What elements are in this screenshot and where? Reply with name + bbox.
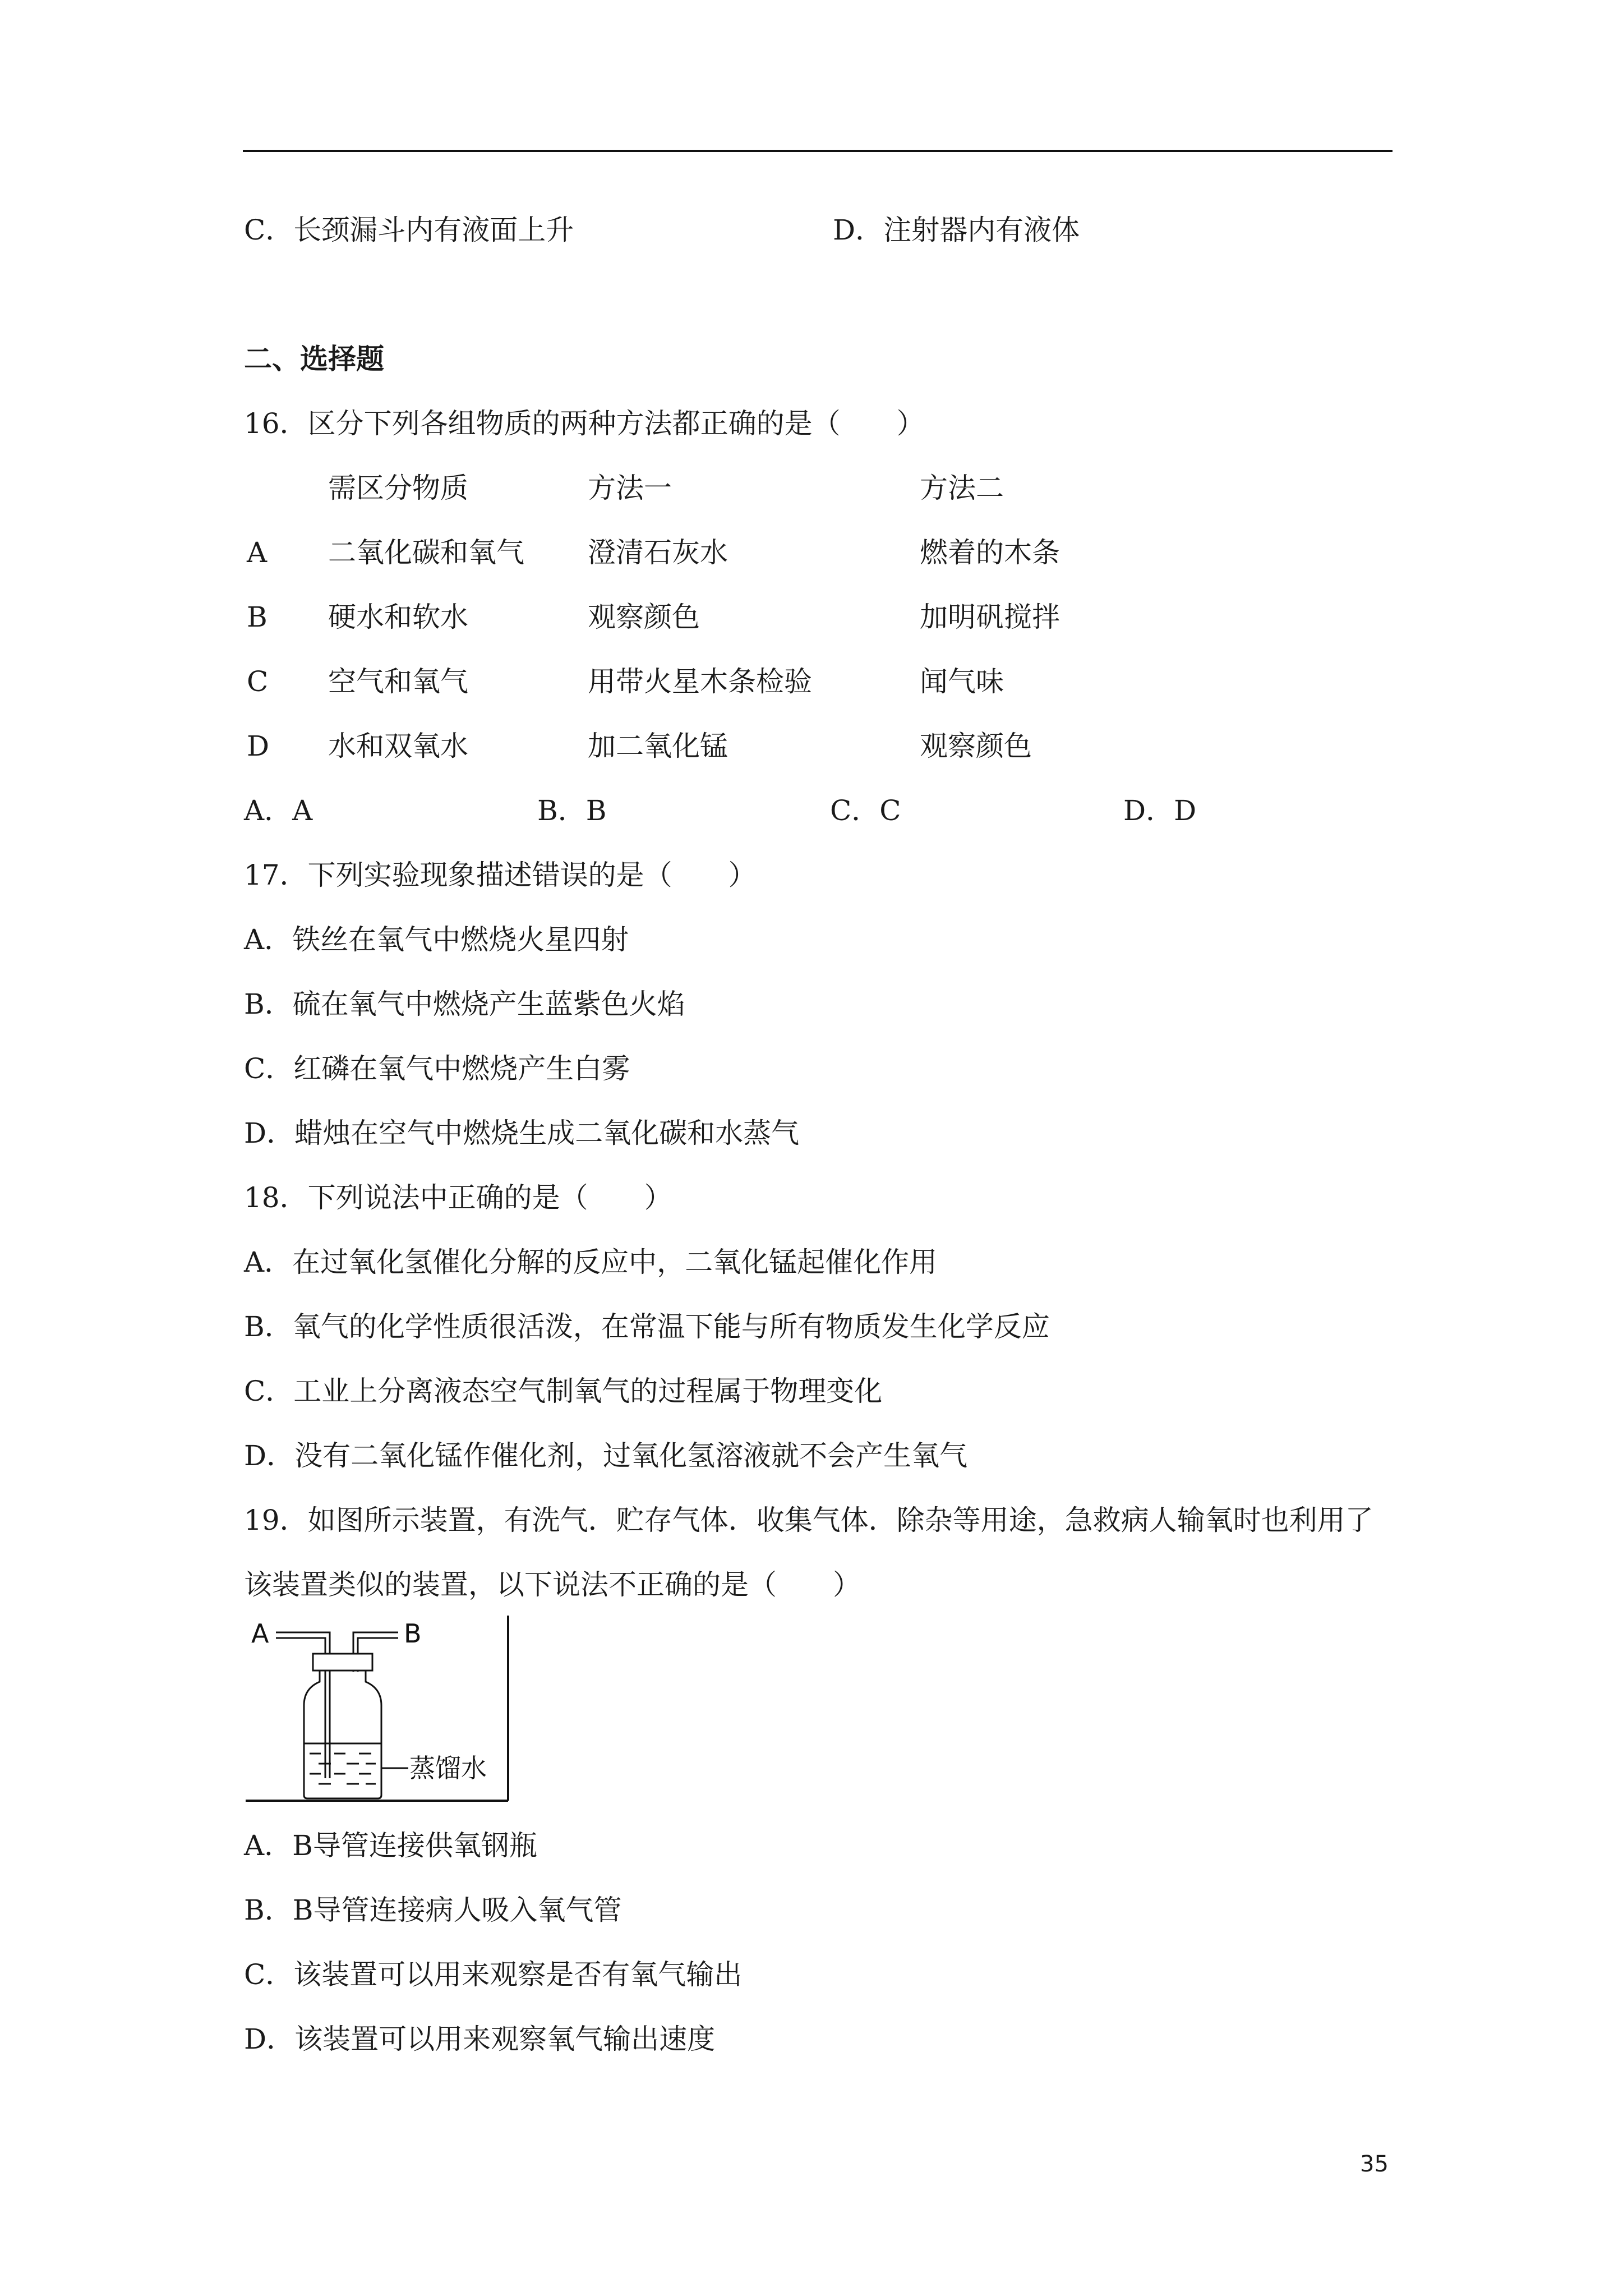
q16-header-substance: 需区分物质 [328, 472, 468, 504]
q19-stem-line1: 19．如图所示装置，有洗气．贮存气体．收集气体．除杂等用途，急救病人输氧时也利用了 [244, 1504, 1373, 1536]
q16-row-label: D [247, 730, 270, 762]
q19-option-c: C．该装置可以用来观察是否有氧气输出 [244, 1958, 743, 1991]
section-title: 二、选择题 [244, 342, 384, 375]
page-number: 35 [1360, 2151, 1389, 2177]
q17-option-a: A．铁丝在氧气中燃烧火星四射 [244, 923, 629, 956]
q16-row-method2: 燃着的木条 [920, 536, 1060, 569]
q16-row-substance: 空气和氧气 [328, 665, 468, 698]
q19-stem-line2: 该装置类似的装置，以下说法不正确的是（ ） [244, 1568, 861, 1601]
q18-option-b: B．氧气的化学性质很活泼，在常温下能与所有物质发生化学反应 [244, 1310, 1050, 1343]
q19-option-b: B．B导管连接病人吸入氧气管 [244, 1894, 622, 1926]
q16-row-method1: 观察颜色 [588, 601, 700, 633]
option-c-prev: C．长颈漏斗内有液面上升 [244, 214, 574, 246]
q16-row-method2: 闻气味 [920, 665, 1004, 698]
q17-option-c: C．红磷在氧气中燃烧产生白雾 [244, 1052, 630, 1085]
q17-stem: 17．下列实验现象描述错误的是（ ） [244, 859, 757, 891]
q19-option-a: A．B导管连接供氧钢瓶 [244, 1829, 537, 1862]
stopper [313, 1654, 372, 1671]
gas-washing-bottle-figure [241, 1610, 522, 1806]
q18-stem: 18．下列说法中正确的是（ ） [244, 1181, 672, 1214]
q16-option-d: D．D [1123, 794, 1197, 827]
q16-row-method2: 观察颜色 [920, 730, 1032, 762]
q16-row-label: C [247, 665, 269, 698]
figure-label-a: A [251, 1618, 269, 1649]
q16-option-a: A．A [244, 794, 313, 827]
q18-option-d: D．没有二氧化锰作催化剂，过氧化氢溶液就不会产生氧气 [244, 1439, 968, 1472]
bottle [304, 1671, 381, 1798]
option-d-prev: D．注射器内有液体 [833, 214, 1080, 246]
q18-option-a: A．在过氧化氢催化分解的反应中，二氧化锰起催化作用 [244, 1246, 938, 1278]
q16-row-label: B [247, 601, 268, 633]
q17-option-b: B．硫在氧气中燃烧产生蓝紫色火焰 [244, 988, 685, 1020]
water-hatching [310, 1754, 376, 1784]
q16-row-method1: 用带火星木条检验 [588, 665, 812, 698]
q16-row-method1: 加二氧化锰 [588, 730, 728, 762]
q17-option-d: D．蜡烛在空气中燃烧生成二氧化碳和水蒸气 [244, 1117, 800, 1149]
q16-stem: 16．区分下列各组物质的两种方法都正确的是（ ） [244, 407, 925, 440]
q16-row-substance: 二氧化碳和氧气 [328, 536, 524, 569]
header-rule [243, 150, 1393, 152]
figure-label-b: B [404, 1618, 422, 1649]
q16-row-label: A [247, 536, 268, 569]
q16-header-method2: 方法二 [920, 472, 1004, 504]
q18-option-c: C．工业上分离液态空气制氧气的过程属于物理变化 [244, 1375, 883, 1407]
q16-row-method2: 加明矾搅拌 [920, 601, 1060, 633]
q16-row-substance: 硬水和软水 [328, 601, 468, 633]
figure-label-water: 蒸馏水 [409, 1753, 487, 1783]
q16-row-method1: 澄清石灰水 [588, 536, 728, 569]
q19-option-d: D．该装置可以用来观察氧气输出速度 [244, 2023, 716, 2055]
q16-header-method1: 方法一 [588, 472, 672, 504]
q16-option-b: B．B [537, 794, 607, 827]
q16-option-c: C．C [830, 794, 901, 827]
q16-row-substance: 水和双氧水 [328, 730, 468, 762]
